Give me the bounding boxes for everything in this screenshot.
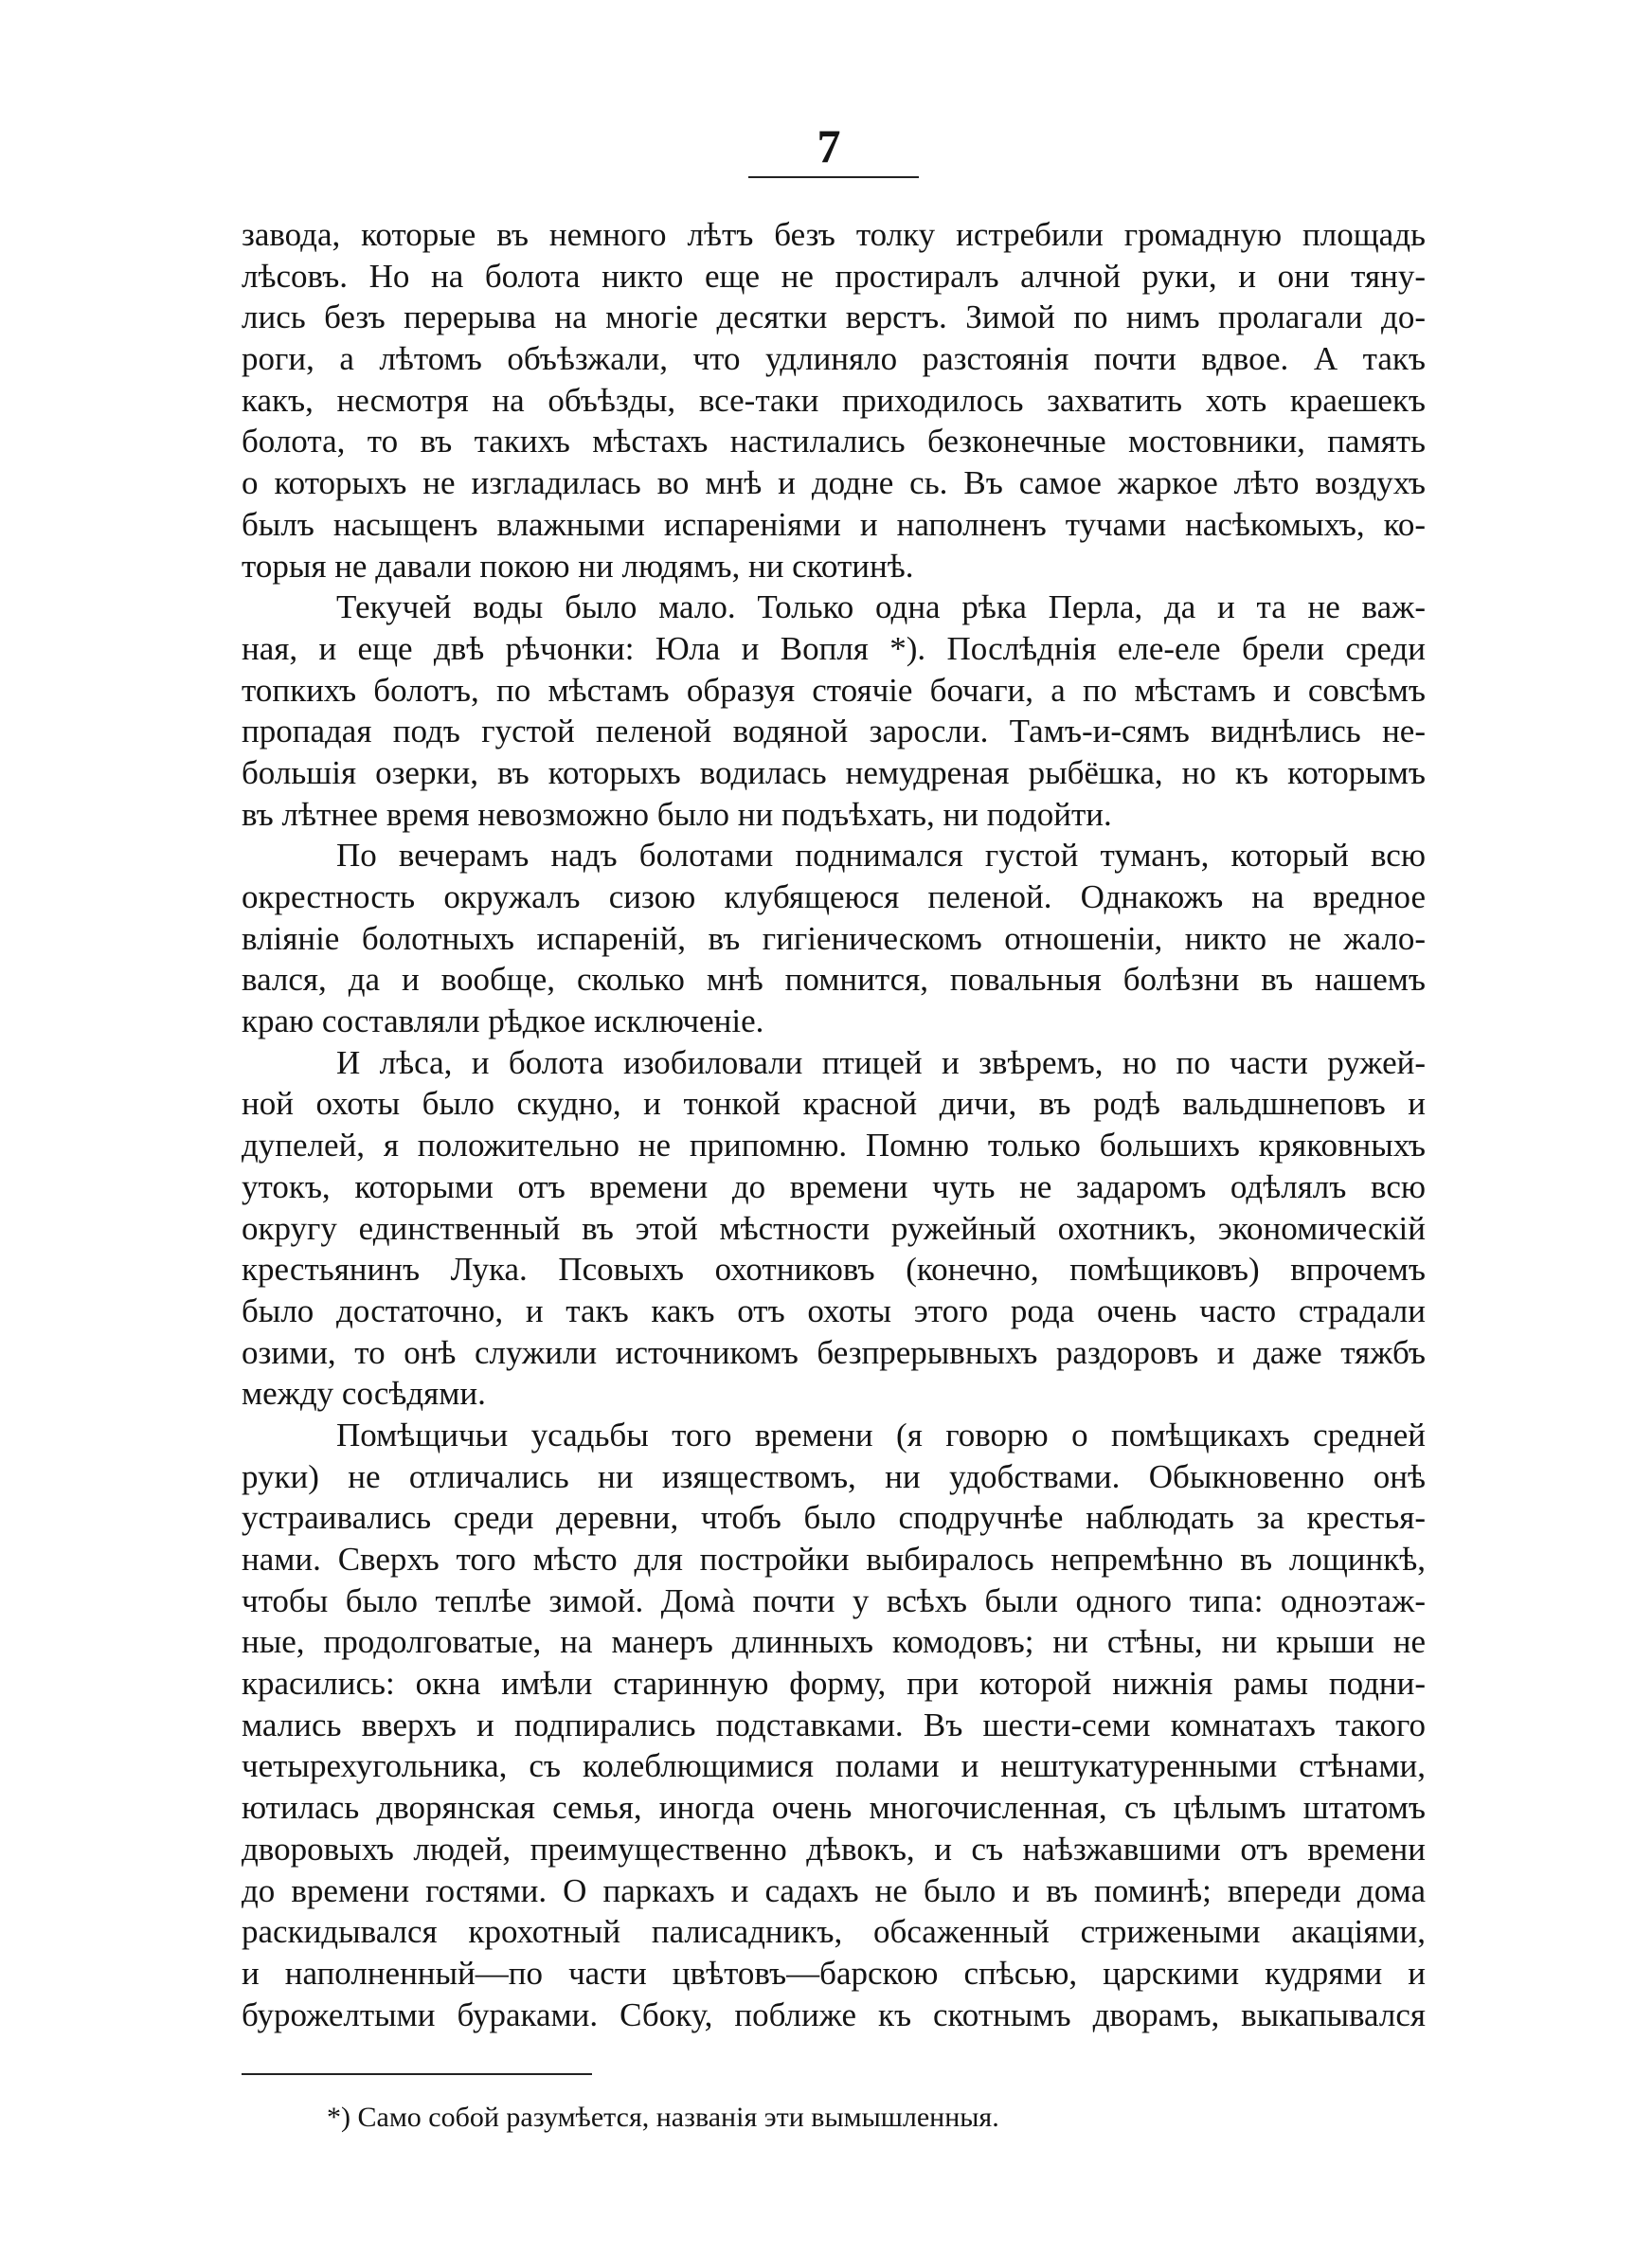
paragraph-start-line: И лѣса, и болота изобиловали птицей и звѣремъ, но по части ружей- <box>336 1043 1426 1081</box>
footnote-rule <box>242 2073 592 2075</box>
text-line: окрестность окружалъ сизою клубящеюся пеленой. Однакожъ на вредное <box>242 878 1426 915</box>
paragraph-start-line: По вечерамъ надъ болотами поднимался густой туманъ, который всю <box>336 837 1426 875</box>
text-line: въ лѣтнее время невозможно было ни подъѣхать, ни подойти. <box>242 795 1112 833</box>
text-line: красились: окна имѣли старинную форму, при которой нижнія рамы подни- <box>242 1665 1426 1703</box>
text-line: вліяніе болотныхъ испареній, въ гигіеническомъ отношеніи, никто не жало- <box>242 919 1426 957</box>
text-line: завода, которые въ немного лѣтъ безъ толку истребили громадную площадь <box>242 216 1426 253</box>
text-line: дворовыхъ людей, преимущественно дѣвокъ, и съ наѣзжавшими отъ времени <box>242 1830 1426 1868</box>
text-line: и наполненный—по части цвѣтовъ—барскою спѣсью, царскими кудрями и <box>242 1954 1426 1992</box>
text-line: былъ насыщенъ влажными испареніями и наполненъ тучами насѣкомыхъ, ко- <box>242 505 1426 543</box>
text-line: было достаточно, и такъ какъ отъ охоты этого рода очень часто страдали <box>242 1291 1426 1329</box>
text-line: ютилась дворянская семья, иногда очень многочисленная, съ цѣлымъ штатомъ <box>242 1789 1426 1827</box>
text-line: ной охоты было скудно, и тонкой красной дичи, въ родѣ вальдшнеповъ и <box>242 1085 1426 1123</box>
text-line: болота, то въ такихъ мѣстахъ настилались безконечные мостовники, память <box>242 423 1426 460</box>
text-line: чтобы было теплѣе зимой. Домà почти у всѣхъ были одного типа: одноэтаж- <box>242 1581 1426 1619</box>
text-line: раскидывался крохотный палисадникъ, обсаженный стрижеными акаціями, <box>242 1913 1426 1951</box>
text-line: крестьянинъ Лука. Псовыхъ охотниковъ (конечно, помѣщиковъ) впрочемъ <box>242 1251 1426 1289</box>
paragraph-start-line: Текучей воды было мало. Только одна рѣка Перла, да и та не важ- <box>336 588 1426 626</box>
text-line: ные, продолговатые, на манеръ длинныхъ комодовъ; ни стѣны, ни крыши не <box>242 1623 1426 1661</box>
page-number-rule <box>748 176 919 178</box>
text-line: о которыхъ не изгладилась во мнѣ и додне сь. Въ самое жаркое лѣто воздухъ <box>242 464 1426 502</box>
text-line: пропадая подъ густой пеленой водяной заросли. Тамъ-и-сямъ виднѣлись не- <box>242 713 1426 750</box>
text-line: озими, то онѣ служили источникомъ безпрерывныхъ раздоровъ и даже тяжбъ <box>242 1333 1426 1371</box>
text-line: большія озерки, въ которыхъ водилась немудреная рыбёшка, но къ которымъ <box>242 753 1426 791</box>
text-line: лись безъ перерыва на многіе десятки верстъ. Зимой по нимъ пролагали до- <box>242 298 1426 336</box>
text-line: утокъ, которыми отъ времени до времени чуть не задаромъ одѣлялъ всю <box>242 1167 1426 1205</box>
text-line: топкихъ болотъ, по мѣстамъ образуя стоячіе бочаги, а по мѣстамъ и совсѣмъ <box>242 671 1426 709</box>
text-line: лѣсовъ. Но на болота никто еще не простиралъ алчной руки, и они тяну- <box>242 257 1426 295</box>
text-line: роги, а лѣтомъ объѣзжали, что удлиняло разстоянія почти вдвое. А такъ <box>242 340 1426 378</box>
text-line: устраивались среди деревни, чтобъ было сподручнѣе наблюдать за крестья- <box>242 1499 1426 1537</box>
text-line: между сосѣдями. <box>242 1375 486 1413</box>
text-line: торыя не давали покою ни людямъ, ни скотинѣ. <box>242 547 914 585</box>
page-number: 7 <box>817 119 841 172</box>
text-line: мались вверхъ и подпирались подставками. Въ шести-семи комнатахъ такого <box>242 1706 1426 1743</box>
text-line: вался, да и вообще, сколько мнѣ помнится, повальныя болѣзни въ нашемъ <box>242 961 1426 999</box>
text-line: дупелей, я положительно не припомню. Помню только большихъ кряковныхъ <box>242 1127 1426 1165</box>
text-line: бурожелтыми бураками. Сбоку, поближе къ скотнымъ дворамъ, выкапывался <box>242 1995 1426 2033</box>
text-line: четырехугольника, съ колеблющимися полами и нештукатуренными стѣнами, <box>242 1747 1426 1785</box>
text-line: краю составляли рѣдкое исключеніе. <box>242 1002 764 1040</box>
body-text <box>242 214 1426 2035</box>
paragraph-start-line: Помѣщичьи усадьбы того времени (я говорю о помѣщикахъ средней <box>336 1416 1426 1454</box>
text-line: округу единственный въ этой мѣстности ружейный охотникъ, экономическій <box>242 1209 1426 1247</box>
text-line: нами. Сверхъ того мѣсто для постройки выбиралось непремѣнно въ лощинкѣ, <box>242 1541 1426 1578</box>
text-line: до времени гостями. О паркахъ и садахъ не было и въ поминѣ; впереди дома <box>242 1871 1426 1909</box>
text-line: какъ, несмотря на объѣзды, все-таки приходилось захватить хоть краешекъ <box>242 381 1426 419</box>
footnote: *) Само собой разумѣется, названія эти вымышленныя. <box>327 2102 999 2133</box>
text-line: ная, и еще двѣ рѣчонки: Юла и Вопля *). Послѣднія еле-еле брели среди <box>242 629 1426 667</box>
text-line: руки) не отличались ни изяществомъ, ни удобствами. Обыкновенно онѣ <box>242 1457 1426 1495</box>
